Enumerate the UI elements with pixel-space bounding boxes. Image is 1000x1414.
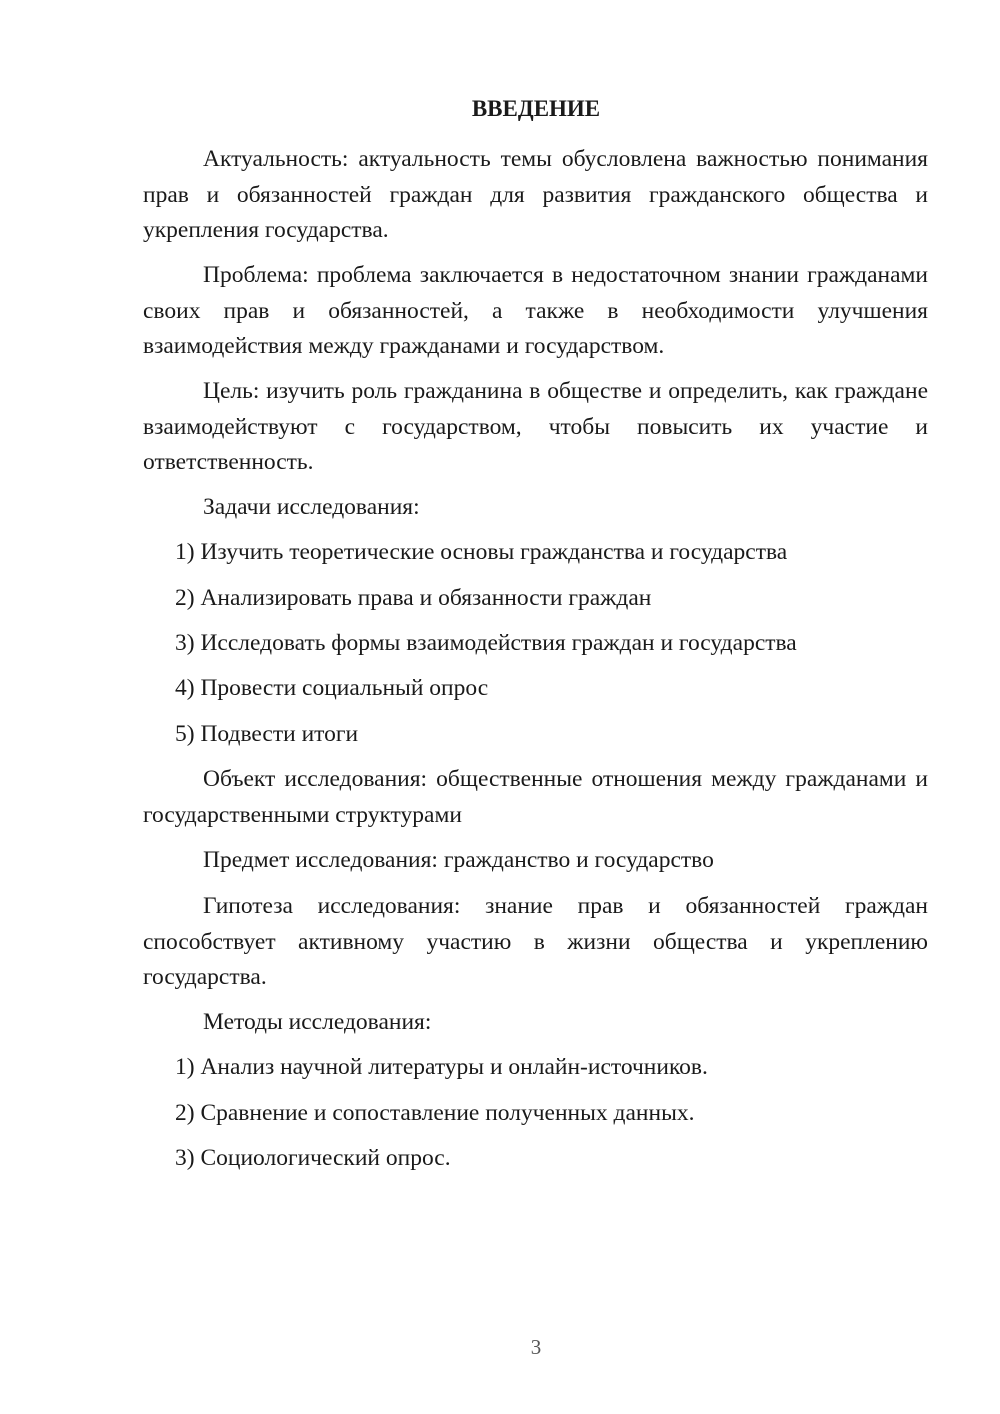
tasks-heading: Задачи исследования: (203, 494, 420, 520)
method-item: 3) Социологический опрос. (175, 1145, 451, 1171)
problem-paragraph: Проблема: проблема заключается в недостаточном знании гражданами своих прав и обязанностей, а также в необходимости улучшения взаимодействия между гражданами и государством. (143, 262, 928, 359)
method-item: 1) Анализ научной литературы и онлайн-источников. (175, 1054, 708, 1080)
method-item: 2) Сравнение и сопоставление полученных данных. (175, 1100, 695, 1126)
goal-paragraph: Цель: изучить роль гражданина в обществе и определить, как граждане взаимодействуют с государством, чтобы повысить их участие и ответственность. (143, 378, 928, 475)
task-item: 1) Изучить теоретические основы гражданства и государства (175, 539, 788, 565)
hypothesis-paragraph: Гипотеза исследования: знание прав и обязанностей граждан способствует активному участию в жизни общества и укреплению государства. (143, 893, 928, 990)
task-item: 2) Анализировать права и обязанности граждан (175, 585, 652, 611)
task-item: 4) Провести социальный опрос (175, 675, 489, 701)
page-number: 3 (530, 1335, 542, 1359)
page-title: ВВЕДЕНИЕ (471, 96, 601, 121)
relevance-paragraph: Актуальность: актуальность темы обусловлена важностью понимания прав и обязанностей граждан для развития гражданского общества и укрепления государства. (143, 146, 928, 243)
methods-heading: Методы исследования: (203, 1009, 432, 1035)
task-item: 3) Исследовать формы взаимодействия граждан и государства (175, 630, 797, 656)
task-item: 5) Подвести итоги (175, 721, 359, 747)
object-paragraph: Объект исследования: общественные отношения между гражданами и государственными структурами (143, 766, 928, 828)
subject-paragraph: Предмет исследования: гражданство и государство (203, 847, 714, 873)
